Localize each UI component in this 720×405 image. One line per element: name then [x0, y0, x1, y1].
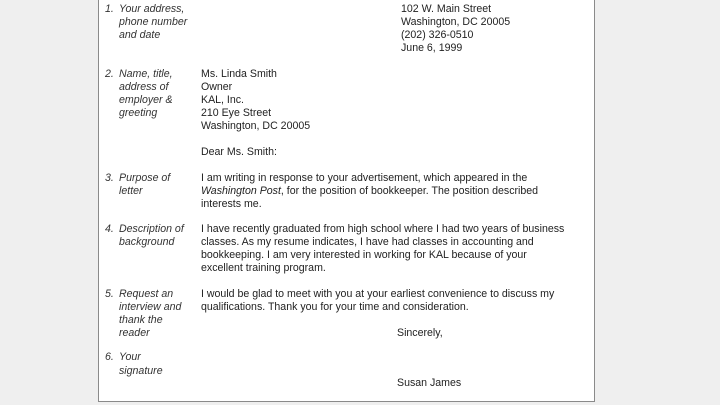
background-line: bookkeeping. I am very interested in working for KAL because of your	[201, 249, 527, 261]
section-number: 4.	[105, 223, 114, 235]
section-number: 1.	[105, 3, 114, 15]
sender-line: (202) 326-0510	[401, 29, 474, 41]
section-number: 5.	[105, 288, 114, 300]
newspaper-name: Washington Post	[201, 185, 281, 197]
section-label-line: signature	[119, 365, 163, 377]
recipient-line: Washington, DC 20005	[201, 120, 311, 132]
greeting: Dear Ms. Smith:	[201, 146, 277, 158]
request-line: qualifications. Thank you for your time and consideration.	[201, 301, 469, 313]
background-line: classes. As my resume indicates, I have had classes in accounting and	[201, 236, 534, 248]
request-line: I would be glad to meet with you at your earliest convenience to discuss my	[201, 288, 555, 300]
signature-name: Susan James	[397, 377, 462, 389]
purpose-line: I am writing in response to your advertisement, which appeared in the	[201, 172, 528, 184]
section-label-line: background	[119, 236, 175, 248]
sender-date: June 6, 1999	[401, 42, 463, 54]
purpose-line: interests me.	[201, 198, 262, 210]
purpose-line-rest: , for the position of bookkeeper. The position described	[280, 185, 539, 197]
section-number: 3.	[105, 172, 114, 184]
section-label-line: Your address,	[119, 3, 185, 15]
section-label-line: and date	[119, 29, 161, 41]
section-label-line: address of	[119, 81, 169, 93]
recipient-line: 210 Eye Street	[201, 107, 272, 119]
section-label-line: Request an	[119, 288, 174, 300]
section-label-line: Name, title,	[119, 68, 173, 80]
section-label-line: employer &	[119, 94, 173, 106]
section-label-line: greeting	[119, 107, 158, 119]
section-label-line: Purpose of	[119, 172, 171, 184]
section-label-line: Description of	[119, 223, 184, 235]
background-line: excellent training program.	[201, 262, 326, 274]
letter-sheet	[98, 0, 595, 402]
section-label-line: thank the	[119, 314, 163, 326]
recipient-line: Owner	[201, 81, 233, 93]
section-number: 6.	[105, 351, 114, 363]
recipient-line: KAL, Inc.	[201, 94, 244, 106]
section-label-line: phone number	[119, 16, 188, 28]
purpose-line	[201, 185, 538, 198]
sender-line: Washington, DC 20005	[401, 16, 511, 28]
section-label-line: reader	[119, 327, 150, 339]
section-label-line: interview and	[119, 301, 182, 313]
section-label-line: letter	[119, 185, 143, 197]
section-label-line: Your	[119, 351, 141, 363]
background-line: I have recently graduated from high school where I had two years of business	[201, 223, 565, 235]
closing: Sincerely,	[397, 327, 443, 339]
sender-line: 102 W. Main Street	[401, 3, 492, 15]
recipient-line: Ms. Linda Smith	[201, 68, 277, 80]
section-number: 2.	[105, 68, 114, 80]
